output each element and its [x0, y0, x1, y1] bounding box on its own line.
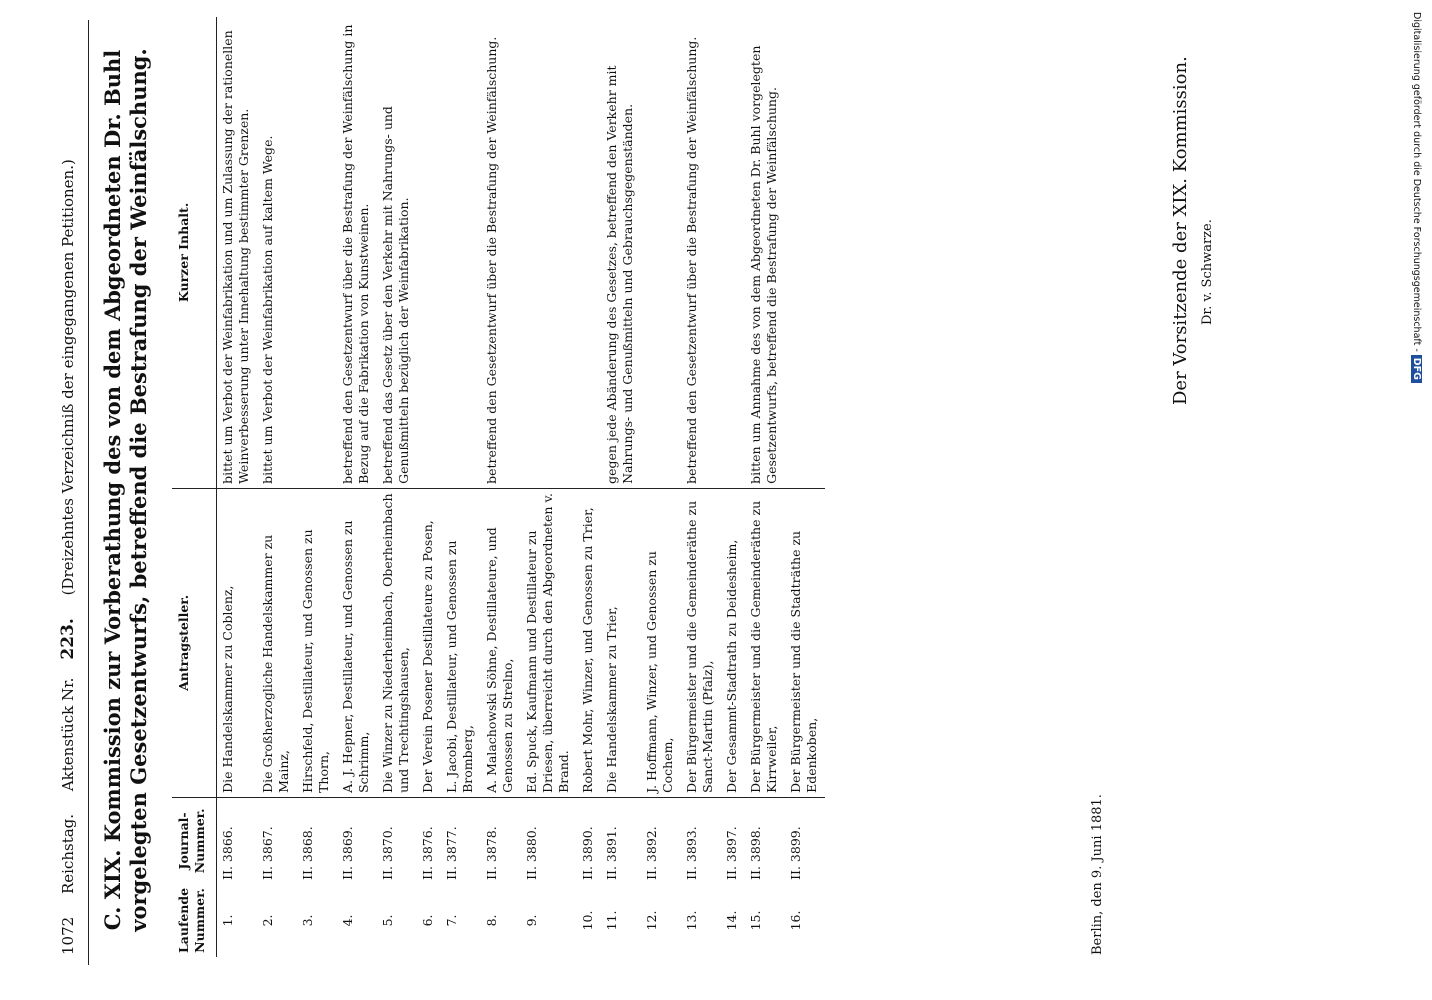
title-line-1: C. XIX. Kommission zur Vorberathung des von dem Abgeordneten Dr. Buhl: [100, 49, 125, 931]
row-antragsteller: Die Winzer zu Niederheimbach, Oberheimbach und Trechtingshausen,: [377, 488, 417, 797]
row-antragsteller: Der Bürgermeister und die Gemeinderäthe zu Sanct-Martin (Pfalz),: [681, 488, 721, 797]
petitions-table: [172, 17, 825, 957]
table-row: [257, 17, 297, 957]
table-header-row: [172, 17, 217, 957]
dfg-side-note: [1411, 12, 1422, 392]
row-antragsteller: Der Gesammt-Stadtrath zu Deidesheim,: [721, 488, 745, 797]
rotated-document-page: [40, 15, 1380, 965]
row-antragsteller: J. Hoffmann, Winzer, und Genossen zu Cochem,: [641, 488, 681, 797]
row-journal-nummer: II. 3898.: [748, 826, 763, 880]
row-journal-nummer: II. 3893.: [684, 826, 699, 880]
row-antragsteller: A. Malachowski Söhne, Destillateure, und Genossen zu Strelno,: [481, 488, 521, 797]
row-inhalt: bittet um Verbot der Weinfabrikation auf kaltem Wege.: [260, 135, 275, 484]
row-inhalt: [521, 17, 577, 488]
reichstag-label: Reichstag.: [59, 813, 77, 895]
row-laufende-nummer: 5.: [380, 914, 395, 927]
row-inhalt: [297, 17, 337, 488]
table-row: [297, 17, 337, 957]
header-antragsteller: Antragsteller.: [172, 488, 217, 797]
row-journal-nummer: II. 3867.: [260, 826, 275, 880]
dfg-badge: DFG: [1411, 355, 1422, 383]
row-inhalt: [441, 17, 481, 488]
row-journal-nummer: II. 3868.: [300, 826, 315, 880]
row-antragsteller: Der Verein Posener Destillateure zu Posen,: [417, 488, 441, 797]
footer-date: Berlin, den 9. Juni 1881.: [1090, 794, 1105, 955]
dfg-note-text: Digitalisierung gefördert durch die Deutsche Forschungsgemeinschaft -: [1411, 12, 1422, 352]
aktenstueck-label: Aktenstück Nr.: [59, 677, 77, 792]
verzeichnis-label: (Dreizehntes Verzeichniß der eingegangenen Petitionen.): [59, 159, 77, 596]
row-antragsteller: Der Bürgermeister und die Stadträthe zu Edenkoben,: [785, 488, 825, 797]
row-antragsteller: Die Großherzogliche Handelskammer zu Mainz,: [257, 488, 297, 797]
table-row: [441, 17, 481, 957]
row-inhalt: [417, 17, 441, 488]
table-row: [721, 17, 745, 957]
row-inhalt: bitten um Annahme des von dem Abgeordneten Dr. Buhl vorgelegten Gesetzentwurfs, betreffend die Bestrafung der Weinfälschung.: [748, 45, 779, 484]
row-laufende-nummer: 4.: [340, 914, 355, 927]
row-journal-nummer: II. 3877.: [444, 826, 459, 880]
row-journal-nummer: II. 3897.: [724, 826, 739, 880]
row-journal-nummer: II. 3891.: [604, 826, 619, 880]
title-line-2: vorgelegten Gesetzentwurfs, betreffend die Bestrafung der Weinfälschung.: [126, 48, 151, 932]
row-antragsteller: Ed. Spuck, Kaufmann und Destillateur zu Driesen, überreicht durch den Abgeordneten v. Brand.: [521, 488, 577, 797]
footer-name: Dr. v. Schwarze.: [1200, 219, 1215, 325]
row-antragsteller: Der Bürgermeister und die Gemeinderäthe zu Kirrweiler,: [745, 488, 785, 797]
table-body: [217, 17, 826, 957]
row-antragsteller: Die Handelskammer zu Coblenz,: [217, 488, 258, 797]
row-laufende-nummer: 13.: [684, 910, 699, 931]
table-row: [785, 17, 825, 957]
row-inhalt: [577, 17, 601, 488]
row-inhalt: gegen jede Abänderung des Gesetzes, betreffend den Verkehr mit Nahrungs- und Genußmitteln und Gebrauchsgegenständen.: [604, 65, 635, 484]
row-journal-nummer: II. 3890.: [580, 826, 595, 880]
aktenstueck-number: 223.: [58, 618, 78, 660]
row-inhalt: [721, 17, 745, 488]
row-journal-nummer: II. 3892.: [644, 826, 659, 880]
row-antragsteller: Robert Mohr, Winzer, und Genossen zu Trier,: [577, 488, 601, 797]
table-row: [417, 17, 441, 957]
row-laufende-nummer: 6.: [420, 914, 435, 927]
row-laufende-nummer: 12.: [644, 910, 659, 931]
table-row: [745, 17, 785, 957]
row-laufende-nummer: 15.: [748, 910, 763, 931]
header-rule: [88, 20, 89, 965]
header-inhalt: Kurzer Inhalt.: [172, 17, 217, 488]
row-inhalt: bittet um Verbot der Weinfabrikation und um Zulassung der rationellen Weinverbesserung unter Innehaltung bestimmter Grenzen.: [220, 30, 251, 484]
row-laufende-nummer: 3.: [300, 914, 315, 927]
row-laufende-nummer: 8.: [484, 914, 499, 927]
section-title: [100, 35, 152, 945]
row-journal-nummer: II. 3878.: [484, 826, 499, 880]
row-journal-nummer: II. 3899.: [788, 826, 803, 880]
footer-signature: Der Vorsitzende der XIX. Kommission.: [1170, 56, 1191, 405]
row-journal-nummer: II. 3880.: [524, 826, 539, 880]
row-inhalt: [785, 17, 825, 488]
row-antragsteller: L. Jacobi, Destillateur, und Genossen zu Bromberg,: [441, 488, 481, 797]
row-journal-nummer: II. 3876.: [420, 826, 435, 880]
row-laufende-nummer: 2.: [260, 914, 275, 927]
table-row: [217, 17, 258, 957]
row-laufende-nummer: 9.: [524, 914, 539, 927]
row-antragsteller: A. J. Hepner, Destillateur, und Genossen zu Schrimm,: [337, 488, 377, 797]
page-header: [58, 25, 78, 955]
row-inhalt: betreffend den Gesetzentwurf über die Bestrafung der Weinfälschung.: [484, 36, 499, 484]
row-inhalt: betreffend das Gesetz über den Verkehr mit Nahrungs- und Genußmitteln bezüglich der Weinfabrikation.: [380, 106, 411, 484]
table-row: [377, 17, 417, 957]
table-row: [681, 17, 721, 957]
row-antragsteller: Die Handelskammer zu Trier,: [601, 488, 641, 797]
table-row: [337, 17, 377, 957]
row-laufende-nummer: 16.: [788, 910, 803, 931]
row-laufende-nummer: 14.: [724, 910, 739, 931]
row-laufende-nummer: 1.: [220, 914, 235, 927]
row-inhalt: betreffend den Gesetzentwurf über die Bestrafung der Weinfälschung.: [684, 36, 699, 484]
row-laufende-nummer: 11.: [604, 910, 619, 931]
row-inhalt: betreffend den Gesetzentwurf über die Bestrafung der Weinfälschung in Bezug auf die Fabrikation von Kunstweinen.: [340, 24, 371, 484]
page-number: 1072: [59, 916, 77, 955]
row-journal-nummer: II. 3866.: [220, 826, 235, 880]
table-row: [577, 17, 601, 957]
table-row: [521, 17, 577, 957]
row-journal-nummer: II. 3869.: [340, 826, 355, 880]
table-row: [481, 17, 521, 957]
header-journal-nummer: Journal-Nummer.: [172, 797, 217, 884]
row-laufende-nummer: 7.: [444, 914, 459, 927]
row-laufende-nummer: 10.: [580, 910, 595, 931]
row-inhalt: [641, 17, 681, 488]
row-journal-nummer: II. 3870.: [380, 826, 395, 880]
table-row: [641, 17, 681, 957]
header-laufende-nummer: Laufende Nummer.: [172, 884, 217, 957]
table-row: [601, 17, 641, 957]
row-antragsteller: Hirschfeld, Destillateur, und Genossen zu Thorn,: [297, 488, 337, 797]
